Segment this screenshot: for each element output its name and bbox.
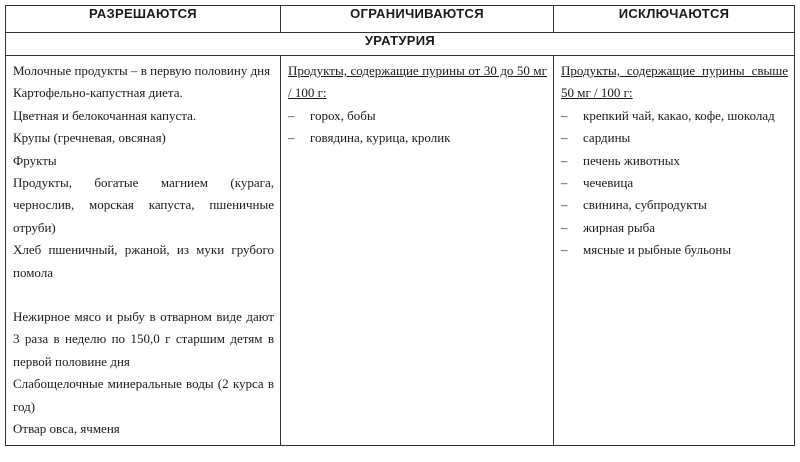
- allowed-item: Картофельно-капустная диета.: [13, 85, 183, 101]
- excluded-item: – жирная рыба: [561, 217, 788, 239]
- allowed-item: Молочные продукты – в первую половину дня: [13, 63, 271, 78]
- excluded-item: – печень животных: [561, 150, 788, 172]
- limited-cell: [281, 56, 554, 446]
- content-row: [6, 56, 795, 446]
- section-row: [6, 33, 795, 56]
- allowed-cell: [6, 56, 281, 446]
- limited-item: – горох, бобы: [288, 105, 547, 127]
- allowed-item: Хлеб пшеничный, ржаной, из муки грубого помола: [13, 242, 274, 280]
- excluded-item: – свинина, субпродукты: [561, 194, 788, 216]
- allowed-item: Крупы (гречневая, овсяная): [13, 130, 166, 146]
- excluded-item: – мясные и рыбные бульоны: [561, 239, 788, 261]
- header-allowed: РАЗРЕШАЮТСЯ: [6, 6, 281, 33]
- allowed-item: Слабощелочные минеральные воды (2 курса в год): [13, 376, 274, 414]
- limited-item: – говядина, курица, кролик: [288, 127, 547, 149]
- excluded-cell: [554, 56, 795, 446]
- excluded-item: – чечевица: [561, 172, 788, 194]
- spacer: [13, 284, 274, 306]
- limited-heading: Продукты, содержащие пурины от 30 до 50 мг / 100 г:: [288, 63, 547, 101]
- allowed-item: Нежирное мясо и рыбу в отварном виде дают 3 раза в неделю по 150,0 г старшим детям в первой половине дня: [13, 309, 274, 369]
- excluded-heading: Продукты, содержащие пурины свыше 50 мг / 100 г:: [561, 63, 788, 101]
- section-title: УРАТУРИЯ: [6, 33, 795, 56]
- excluded-item: – сардины: [561, 127, 788, 149]
- excluded-item: – крепкий чай, какао, кофе, шоколад: [561, 105, 788, 127]
- allowed-item: Отвар овса, ячменя: [13, 421, 120, 437]
- header-row: [6, 6, 795, 33]
- allowed-item: Фрукты: [13, 152, 57, 168]
- header-limited: ОГРАНИЧИВАЮТСЯ: [281, 6, 554, 33]
- allowed-item: Продукты, богатые магнием (курага, чернослив, морская капуста, пшеничные отруби): [13, 175, 274, 235]
- allowed-item: Цветная и белокочанная капуста.: [13, 107, 197, 123]
- diet-table: [5, 5, 795, 446]
- header-excluded: ИСКЛЮЧАЮТСЯ: [554, 6, 795, 33]
